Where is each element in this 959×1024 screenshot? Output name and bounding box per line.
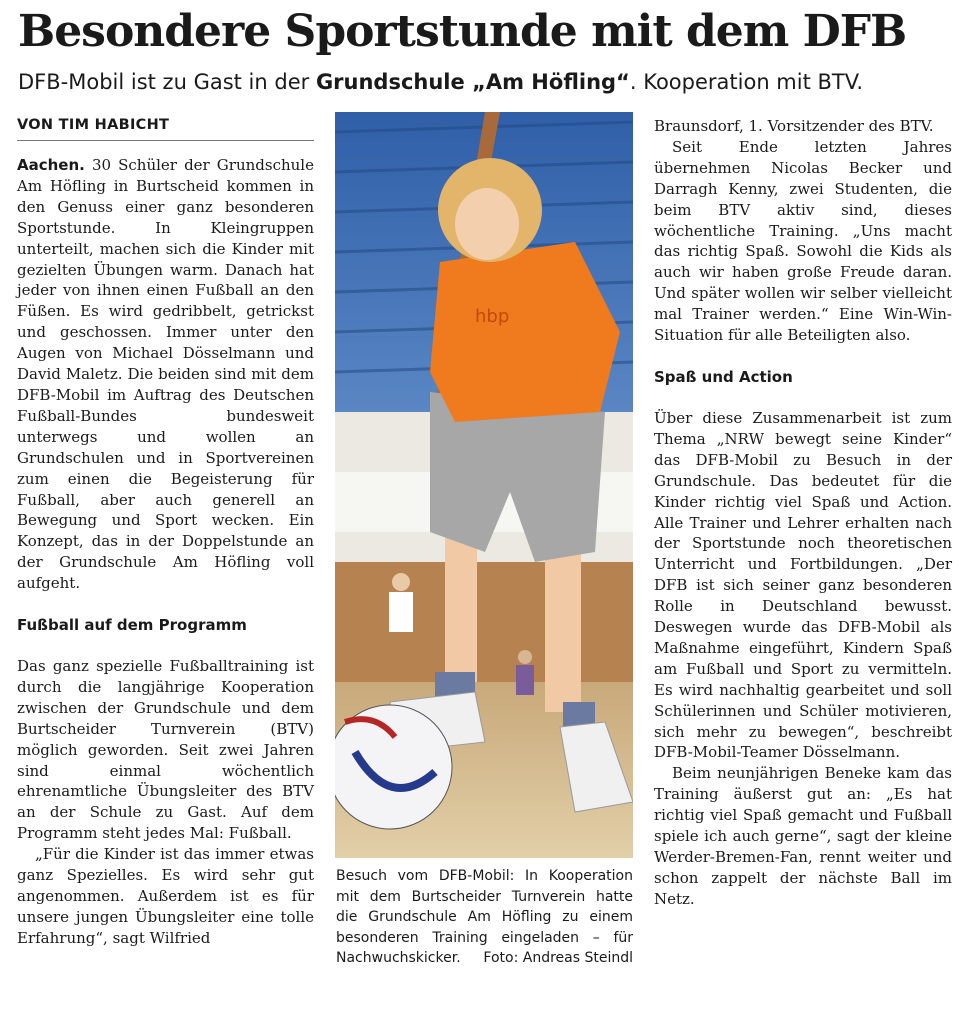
photo-credit: Foto: Andreas Steindl [483,950,633,966]
paragraph-students: Seit Ende letzten Jahres übernehmen Nicolas Becker und Darragh Kenny, zwei Studenten, die beim BTV aktiv sind, dieses wöchentliche Training. „Uns macht das richtig Spaß. Sowohl die Kids als auch wir haben große Freude daran. Und später wollen wir selber vielleicht mal Trainer werden.“ Eine Win-Win-Situation für alle Beteiligten also. [654,137,952,345]
headline: Besondere Sportstunde mit dem DFB [18,6,907,57]
subhead-text-1: DFB-Mobil ist zu Gast in der [18,70,316,94]
subhead-text-2: . Kooperation mit BTV. [629,70,864,94]
paragraph-collaboration: Über diese Zusammenarbeit ist zum Thema „NRW bewegt seine Kinder“ das DFB-Mobil zu Besuch in der Grundschule. Das bedeutet für die Kinder richtig viel Spaß und Action. Alle Trainer und Lehrer erhalten nach der Sportstunde noch theoretischen Unterricht und Fortbildungen. „Der DFB ist sich seiner ganz besonderen Rolle in Deutschland bewusst. Deswegen wurde das DFB-Mobil als Maßnahme eingeführt, Kindern Spaß am Fußball und Sport zu vermitteln. Es wird nachhaltig gearbeitet und soll Schülerinnen und Schüler motivieren, sich mehr zu bewegen“, beschreibt DFB-Mobil-Teamer Dösselmann. [654,408,952,762]
photo-caption [336,866,633,969]
paragraph-beneke: Beim neunjährigen Beneke kam das Training äußerst gut an: „Es hat richtig viel Spaß gemacht und Fußball spiele ich auch gerne“, sagt der kleine Werder-Bremen-Fan, rennt weiter und schon zappelt der nächste Ball im Netz. [654,764,952,908]
subheading-spass: Spaß und Action [654,367,793,386]
paragraph-quote: „Für die Kinder ist das immer etwas ganz Spezielles. Es wird sehr gut angenommen. Außerdem ist es für unsere jungen Übungsleiter eine tolle Erfahrung“, sagt Wilfried [17,845,314,947]
svg-text:hbp: hbp [475,306,510,327]
article-column-3 [654,116,952,910]
subheadline [18,66,948,98]
article-column-1 [17,114,314,949]
paragraph-intro [17,155,314,594]
paragraph-cooperation: Das ganz spezielle Fußballtraining ist durch die langjährige Kooperation zwischen der Grundschule und dem Burtscheider Turnverein (BTV) möglich geworden. Seit zwei Jahren sind einmal wöchentlich ehrenamtliche Übungsleiter des BTV an der Schule zu Gast. Auf dem Programm steht jedes Mal: Fußball. [17,657,314,843]
photo-illustration [335,112,633,858]
subhead-school-name: Grundschule „Am Höfling“ [315,70,630,94]
paragraph-continued: Braunsdorf, 1. Vorsitzender des BTV. [654,117,934,135]
caption-text: Besuch vom DFB-Mobil: In Kooperation mit dem Burtscheider Turnverein hatte die Grundschule Am Höfling zu einem besonderen Training eingeladen – für Nachwuchskicker. [336,868,633,966]
paragraph-intro-text: 30 Schüler der Grundschule Am Höfling in Burtscheid kommen in den Genuss einer ganz besonderen Sportstunde. In Kleingruppen unterteilt, machen sich die Kinder mit gezielten Übungen warm. Danach hat jeder von ihnen einen Fußball an den Füßen. Es wird gedribbelt, getrickst und geschossen. Immer unter den Augen von Michael Dösselmann und David Maletz. Die beiden sind mit dem DFB-Mobil im Auftrag des Deutschen Fußball-Bundes bundesweit unterwegs und wollen an Grundschulen und in Sportvereinen zum einen die Begeisterung für Fußball, aber auch generell an Bewegung und Sport wecken. Ein Konzept, das in der Doppelstunde an der Grundschule Am Höfling voll aufgeht. [17,156,314,593]
article-photo [335,112,633,858]
dateline: Aachen. [17,156,85,174]
subheading-fussball: Fußball auf dem Programm [17,616,247,635]
byline: VON TIM HABICHT [17,114,314,141]
